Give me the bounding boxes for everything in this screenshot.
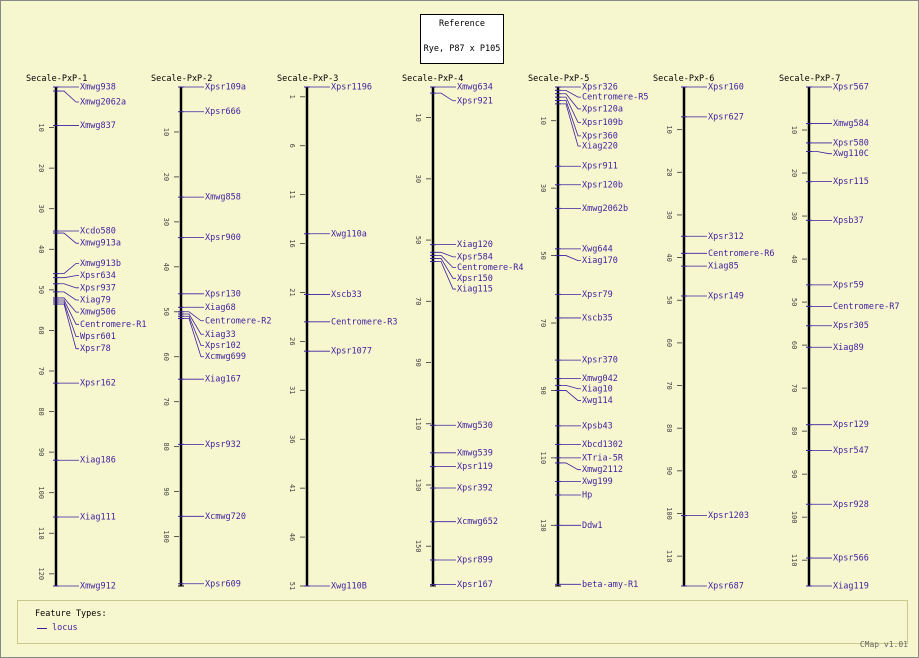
locus-label[interactable]: Xwg110C — [833, 149, 869, 160]
axis-tick-label: 10 — [162, 127, 170, 137]
locus-label[interactable]: Hp — [582, 490, 593, 501]
locus-connector — [561, 104, 581, 146]
locus-label[interactable]: Xmwg2112 — [582, 465, 623, 476]
locus-label[interactable]: Centromere-R3 — [331, 317, 398, 328]
linkage-map-3 — [277, 74, 398, 592]
axis-tick-label: 40 — [37, 245, 45, 254]
locus-label[interactable]: Xiag119 — [833, 581, 869, 592]
axis-tick-label: 20 — [162, 172, 170, 182]
locus-label[interactable]: Ddw1 — [582, 520, 603, 531]
locus-connector — [59, 91, 79, 102]
locus-label[interactable]: Xmwg506 — [80, 307, 116, 318]
locus-label[interactable]: Xmwg2062b — [582, 203, 629, 214]
axis-tick-label: 10 — [414, 113, 422, 122]
locus-label[interactable]: Xiag120 — [457, 240, 493, 251]
locus-label[interactable]: Wpsr601 — [80, 332, 116, 342]
axis-tick-label: 50 — [414, 235, 422, 245]
axis-tick-label: 150 — [414, 539, 422, 553]
reference-name[interactable]: Rye, P87 x P105 — [423, 44, 501, 54]
locus-label[interactable]: Xwg110B — [331, 581, 367, 592]
axis-tick-label: 51 — [288, 581, 296, 591]
locus-label[interactable]: XTria-5R — [582, 453, 623, 464]
axis-tick-label: 60 — [162, 352, 170, 361]
locus-connector — [59, 263, 79, 273]
locus-label[interactable]: Xiag170 — [582, 256, 618, 267]
locus-label[interactable]: Xpsr392 — [457, 483, 493, 494]
locus-label[interactable]: Xpsr932 — [205, 439, 241, 450]
locus-connector — [561, 390, 581, 400]
locus-label[interactable]: Xpsr119 — [457, 462, 493, 473]
locus-label[interactable]: Xmwg858 — [205, 192, 241, 203]
locus-label[interactable]: Xcdo580 — [80, 226, 116, 237]
linkage-map-4 — [402, 74, 524, 590]
axis-tick-label: 21 — [288, 288, 296, 297]
locus-label[interactable]: Xmwg530 — [457, 420, 493, 431]
locus-label[interactable]: Xmwg913b — [80, 258, 121, 269]
axis-tick-label: 100 — [665, 507, 673, 520]
axis-tick-label: 50 — [539, 251, 547, 260]
locus-label[interactable]: Xscb35 — [582, 313, 613, 324]
axis-tick-label: 70 — [37, 366, 45, 376]
axis-tick-label: 60 — [37, 326, 45, 335]
locus-label[interactable]: Xiag10 — [582, 384, 613, 395]
locus-label[interactable]: Xpsr109a — [205, 82, 246, 93]
axis-tick-label: 40 — [162, 262, 170, 272]
locus-label[interactable]: Xbcd1302 — [582, 439, 623, 450]
locus-label[interactable]: Xpsr162 — [80, 378, 116, 389]
locus-label[interactable]: Xpsr547 — [833, 445, 869, 456]
axis-tick-label: 60 — [665, 338, 673, 348]
locus-label[interactable]: Xpsr130 — [205, 289, 241, 300]
locus-connector — [184, 314, 204, 334]
axis-tick-label: 70 — [162, 397, 170, 406]
locus-label[interactable]: Xpsr911 — [582, 161, 618, 172]
locus-label[interactable]: Xiag85 — [708, 261, 739, 272]
locus-label[interactable]: Xpsr609 — [205, 579, 241, 590]
axis-tick-label: 20 — [37, 163, 45, 173]
locus-connector — [561, 94, 581, 109]
axis-tick-label: 70 — [414, 297, 422, 306]
locus-label[interactable]: Xiag186 — [80, 455, 116, 466]
locus-connector — [59, 233, 79, 243]
axis-tick-label: 20 — [790, 168, 798, 178]
axis-tick-label: 80 — [790, 426, 798, 436]
axis-tick-label: 50 — [37, 285, 45, 295]
locus-label[interactable]: Xwg644 — [582, 244, 613, 255]
locus-connector — [561, 463, 581, 470]
locus-label[interactable]: Xpsr79 — [582, 289, 613, 300]
locus-label[interactable]: Xpsr160 — [708, 82, 744, 93]
locus-connector — [561, 256, 581, 261]
map-title[interactable]: Secale-PxP-3 — [277, 74, 339, 84]
locus-label[interactable]: Xpsr899 — [457, 555, 493, 566]
locus-label[interactable]: beta-amy-R1 — [582, 579, 639, 590]
locus-label[interactable]: Xpsr937 — [80, 283, 116, 294]
axis-tick-label: 10 — [37, 123, 45, 132]
axis-tick-label: 70 — [665, 381, 673, 390]
locus-label[interactable]: Xiag68 — [205, 302, 236, 313]
locus-label[interactable]: Xpsb43 — [582, 421, 613, 432]
locus-label[interactable]: Xscb33 — [331, 289, 362, 300]
locus-label[interactable]: Xmwg912 — [80, 581, 116, 592]
axis-tick-label: 100 — [162, 530, 170, 543]
locus-connector — [561, 385, 581, 388]
locus-label[interactable]: Xiag167 — [205, 374, 241, 385]
locus-label[interactable]: Xpsr150 — [457, 273, 493, 284]
locus-label[interactable]: Xpsr666 — [205, 107, 241, 118]
axis-tick-label: 90 — [665, 466, 673, 476]
axis-tick-label: 90 — [790, 469, 798, 479]
axis-tick-label: 50 — [665, 296, 673, 305]
axis-tick-label: 11 — [288, 190, 296, 199]
axis-tick-label: 6 — [288, 143, 296, 148]
axis-tick-label: 10 — [665, 125, 673, 134]
axis-tick-label: 36 — [288, 435, 296, 444]
axis-tick-label: 10 — [539, 116, 547, 125]
locus-label[interactable]: Centromere-R7 — [833, 301, 900, 312]
locus-label[interactable]: Centromere-R5 — [582, 92, 649, 103]
locus-label[interactable]: Xpsr312 — [708, 231, 744, 242]
locus-label[interactable]: Xmwg2062a — [80, 97, 127, 108]
axis-tick-label: 110 — [37, 526, 45, 540]
axis-tick-label: 110 — [539, 451, 547, 465]
locus-label[interactable]: Xcmwg720 — [205, 511, 246, 522]
locus-connector — [184, 319, 204, 357]
axis-tick-label: 40 — [665, 253, 673, 262]
locus-connector — [59, 284, 79, 288]
axis-tick-label: 26 — [288, 337, 296, 346]
locus-label[interactable]: Xpsr580 — [833, 138, 869, 149]
locus-label[interactable]: Xwg199 — [582, 476, 613, 487]
axis-tick-label: 100 — [37, 486, 45, 500]
axis-tick-label: 120 — [37, 567, 45, 581]
locus-connector — [812, 152, 832, 154]
locus-connector — [436, 93, 456, 101]
locus-label[interactable]: Xmwg938 — [80, 82, 116, 93]
linkage-map-2 — [151, 74, 272, 589]
locus-connector — [436, 252, 456, 257]
locus-connector — [59, 292, 79, 300]
legend-item-locus: locus — [52, 623, 78, 633]
axis-tick-label: 70 — [539, 318, 547, 328]
axis-tick-label: 90 — [162, 487, 170, 496]
axis-tick-label: 20 — [665, 168, 673, 177]
locus-label[interactable]: Centromere-R1 — [80, 319, 147, 330]
linkage-map-1 — [26, 74, 147, 592]
map-title[interactable]: Secale-PxP-2 — [151, 74, 213, 84]
locus-label[interactable]: Xpsr566 — [833, 553, 869, 564]
locus-label[interactable]: Xpsr78 — [80, 344, 111, 355]
locus-label[interactable]: Xwg110a — [331, 229, 367, 240]
axis-tick-label: 110 — [665, 549, 673, 563]
locus-label[interactable]: Xmwg837 — [80, 121, 116, 132]
locus-label[interactable]: Xpsr1196 — [331, 82, 372, 93]
axis-tick-label: 16 — [288, 239, 296, 248]
axis-tick-label: 80 — [665, 423, 673, 433]
axis-tick-label: 90 — [414, 358, 422, 367]
locus-label[interactable]: Xpsr928 — [833, 499, 869, 510]
locus-label[interactable]: Xpsr326 — [582, 82, 618, 93]
axis-tick-label: 70 — [790, 383, 798, 393]
locus-label[interactable]: Xpsr360 — [582, 131, 618, 142]
locus-label[interactable]: Xpsr1203 — [708, 511, 749, 522]
locus-connector — [561, 97, 581, 122]
locus-label[interactable]: Xpsr634 — [80, 271, 116, 282]
axis-tick-label: 46 — [288, 532, 296, 542]
locus-label[interactable]: Xwg114 — [582, 396, 613, 407]
locus-label[interactable]: Xpsr149 — [708, 291, 744, 302]
axis-tick-label: 10 — [790, 125, 798, 135]
locus-connector — [59, 276, 79, 278]
locus-label[interactable]: Xpsr370 — [582, 355, 618, 366]
locus-swatch-icon — [37, 628, 47, 629]
locus-label[interactable]: Xmwg539 — [457, 448, 493, 459]
axis-tick-label: 30 — [539, 183, 547, 193]
axis-tick-label: 100 — [790, 510, 798, 524]
axis-tick-label: 90 — [539, 386, 547, 395]
axis-tick-label: 30 — [162, 217, 170, 227]
locus-label[interactable]: Xpsr627 — [708, 112, 744, 123]
comparative-map-diagram — [1, 1, 919, 601]
reference-box[interactable] — [420, 14, 504, 64]
axis-tick-label: 60 — [790, 340, 798, 350]
locus-label[interactable]: Xmwg634 — [457, 82, 493, 93]
locus-label[interactable]: Xmwg913a — [80, 238, 121, 249]
locus-label[interactable]: Xpsr129 — [833, 420, 869, 431]
map-title[interactable]: Secale-PxP-1 — [26, 74, 88, 84]
axis-tick-label: 110 — [790, 553, 798, 567]
locus-label[interactable]: Xpsr921 — [457, 96, 493, 107]
linkage-map-6 — [653, 74, 775, 592]
locus-label[interactable]: Xiag220 — [582, 141, 618, 152]
locus-label[interactable]: Xmwg042 — [582, 374, 618, 385]
locus-label[interactable]: Xpsr584 — [457, 252, 493, 263]
locus-label[interactable]: Xpsr167 — [457, 579, 493, 590]
linkage-map-7 — [779, 74, 900, 592]
axis-tick-label: 41 — [288, 483, 296, 493]
locus-label[interactable]: Xpsr109b — [582, 117, 623, 128]
locus-label[interactable]: Xiag111 — [80, 512, 116, 523]
locus-label[interactable]: Centromere-R2 — [205, 316, 272, 327]
axis-tick-label: 30 — [37, 204, 45, 213]
axis-tick-label: 1 — [288, 94, 296, 99]
legend-panel — [17, 600, 908, 644]
map-title[interactable]: Secale-PxP-6 — [653, 74, 715, 84]
locus-label[interactable]: Xpsr115 — [833, 177, 869, 188]
locus-connector — [436, 261, 456, 289]
locus-label[interactable]: Xcmwg699 — [205, 352, 246, 363]
locus-label[interactable]: Xiag33 — [205, 329, 236, 340]
axis-tick-label: 50 — [790, 297, 798, 307]
axis-tick-label: 130 — [414, 478, 422, 492]
axis-tick-label: 50 — [162, 307, 170, 316]
axis-tick-label: 80 — [37, 407, 45, 416]
locus-label[interactable]: Xpsb37 — [833, 215, 864, 226]
locus-label[interactable]: Centromere-R4 — [457, 263, 524, 274]
legend-title: Feature Types: — [35, 609, 107, 619]
version-label: CMap v1.01 — [859, 640, 908, 649]
axis-tick-label: 90 — [37, 447, 45, 457]
locus-label[interactable]: Xpsr687 — [708, 581, 744, 592]
axis-tick-label: 40 — [790, 254, 798, 264]
axis-tick-label: 30 — [790, 211, 798, 221]
locus-label[interactable]: Xpsr1077 — [331, 346, 372, 357]
axis-tick-label: 30 — [665, 210, 673, 220]
reference-title: Reference — [438, 19, 486, 29]
locus-label[interactable]: Centromere-R6 — [708, 248, 775, 259]
locus-label[interactable]: Xpsr120a — [582, 104, 623, 115]
locus-label[interactable]: Xcmwg652 — [457, 517, 498, 528]
map-title[interactable]: Secale-PxP-7 — [779, 74, 841, 84]
axis-tick-label: 110 — [414, 417, 422, 431]
locus-label[interactable]: Xiag79 — [80, 295, 111, 306]
locus-connector — [561, 100, 581, 135]
locus-label[interactable]: Xiag89 — [833, 342, 864, 353]
axis-tick-label: 30 — [414, 174, 422, 184]
locus-label[interactable]: Xmwg584 — [833, 119, 869, 130]
locus-label[interactable]: Xpsr900 — [205, 233, 241, 244]
locus-label[interactable]: Xiag115 — [457, 284, 493, 295]
axis-tick-label: 130 — [539, 518, 547, 532]
linkage-map-5 — [528, 74, 649, 590]
axis-tick-label: 80 — [162, 442, 170, 451]
locus-label[interactable]: Xpsr102 — [205, 340, 241, 351]
locus-connector — [59, 302, 79, 336]
map-title[interactable]: Secale-PxP-4 — [402, 74, 464, 84]
locus-label[interactable]: Xpsr305 — [833, 321, 869, 332]
locus-label[interactable]: Xpsr567 — [833, 82, 869, 93]
axis-tick-label: 31 — [288, 386, 296, 395]
locus-label[interactable]: Xpsr120b — [582, 180, 623, 191]
locus-label[interactable]: Xpsr59 — [833, 280, 864, 291]
map-title[interactable]: Secale-PxP-5 — [528, 74, 590, 84]
